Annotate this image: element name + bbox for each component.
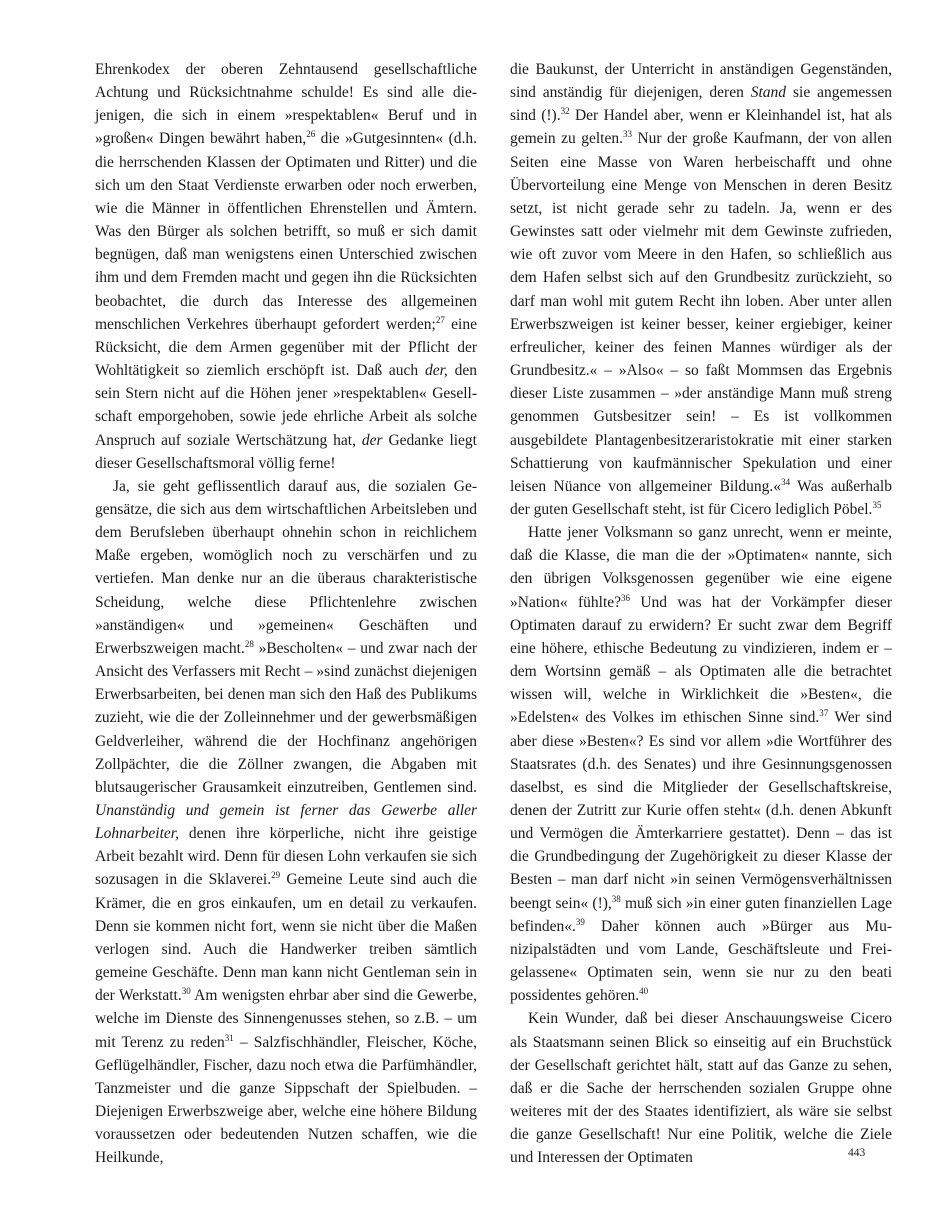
footnote-ref: 37 — [819, 708, 829, 719]
paragraph-right-2: Hatte jener Volksmann so ganz unrecht, wenn er meinte, daß die Klasse, die man die der »Optimaten« nannte, sich den übrigen Volksgenossen gegenüber wie eine eigene »Nation« fühlte?$^{36}$ Und was hat der Vorkämpfer dieser Optimaten darauf zu erwidern? Er sucht zwar dem Begriff eine höhere, ethische Bedeutung zu vindizieren, indem er – dem Wortsinn gemäß – als Optimaten alle die betrachtet wissen will, welche in Wirklichkeit die »Besten«, die »Edelsten« des Volkes im ethischen Sinne sind.$^{37}$ Wer sind aber diese »Besten«? Es sind vor allem »die Wortführer des Staatsrates (d.h. des Senates) und ihre Gesinnungsgenossen daselbst, es sind die Mitglieder der Gesellschaftskreise, denen der Zutritt zur Kurie offen steht« (d.h. denen Abkunft und Vermögen die Ämterkarriere gestattet). Denn – das ist die Grundbedingung der Zugehörigkeit zu dieser Klasse der Besten – man darf nicht »in seinen Vermögensverhältnissen beengt sein« (!),$^{38}$ muß sich »in einer guten finanziellen Lage befinden«.$^{39}$ Daher können auch »Bürger aus Munizipalstädten und vom Lande, Geschäftsleute und Freigelassene« Optimaten sein, wenn sie nur zu den beati possidentes gehören.$^{40}$ — [510, 524, 892, 1005]
footnote-ref: 34 — [781, 476, 791, 487]
paragraph-right-3: Kein Wunder, daß bei dieser Anschauungsweise Cicero als Staatsmann seinen Blick so einseitig auf ein Bruchstück der Gesellschaft gerichtet hält, statt auf das Ganze zu sehen, daß er die Sache der herrschenden sozialen Gruppe ohne weiteres mit der des Staates identifiziert, als wäre sie selbst die ganze Gesellschaft! Nur eine Politik, welche die Ziele und Interessen der Optimaten — [510, 1010, 892, 1167]
paragraph-right-1: die Baukunst, der Unterricht in anständigen Gegenständen, sind anständig für diejenigen, deren Stand sie angemessen sind (!).$^{32}$ Der Handel aber, wenn er Kleinhandel ist, hat als gemein zu gelten.$^{33}$ Nur der große Kaufmann, der von allen Seiten eine Masse von Waren herbeischafft und ohne Übervorteilung eine Menge von Menschen in deren Besitz setzt, ist nicht gerade sehr zu tadeln. Ja, wenn er des Gewinstes satt oder vielmehr mit dem Gewinste zufrieden, wie oft zuvor vom Meere in den Hafen, so schließlich aus dem Hafen selbst sich auf den Grundbesitz zurückzieht, so darf man wohl mit gutem Recht ihn loben. Aber unter allen Erwerbszweigen ist keiner besser, keiner ergiebiger, keiner erfreulicher, keiner des feinen Mannes würdiger als der Grundbesitz.« – »Also« – so faßt Mommsen das Ergebnis dieser Liste zusammen – »der anständige Mann muß streng genommen Gutsbesitzer sein! – Es ist vollkommen ausgebildete Plantagenbesitzeraristokratie mit einer starken Schattierung von kaufmännischer Spekulation und einer leisen Nüance von allgemeiner Bildung.«$^{34}$ Was außerhalb der guten Gesellschaft steht, ist für Cicero lediglich Pöbel.$^{35}$ — [510, 61, 892, 518]
page-number: 443 — [848, 1147, 866, 1159]
footnote-ref: 38 — [611, 893, 621, 904]
paragraph-left-2: Ja, sie geht geflissentlich darauf aus, die sozialen Gegensätze, die sich aus dem wirtschaftlichen Arbeitsleben und dem Berufsleben überhaupt ohnehin schon in reichlichem Maße ergeben, womöglich noch zu verschärfen und zu vertiefen. Man denke nur an die überaus charakteristische Scheidung, welche diese Pflichtenlehre zwischen »anständigen« und »gemeinen« Geschäften und Erwerbszweigen macht.$^{28}$ »Bescholten« – und zwar nach der Ansicht des Verfassers mit Recht – »sind zunächst diejenigen Erwerbsarbeiten, bei denen man sich den Haß des Publikums zuzieht, wie die der Zolleinnehmer und der gewerbsmäßigen Geldverleiher, während die der Hochfinanz angehörigen Zollpächter, die die Zöllner zwangen, die Abgaben mit blutsaugerischer Grausamkeit einzutreiben, Gentlemen sind. Unanständig und gemein ist ferner das Gewerbe aller Lohnarbeiter, denen ihre körperliche, nicht ihre geistige Arbeit bezahlt wird. Denn für diesen Lohn verkaufen sie sich sozusagen in die Sklaverei.$^{29}$ Gemeine Leute sind auch die Krämer, die en gros einkaufen, um en detail zu verkaufen. Denn sie kommen nicht fort, wenn sie nicht über die Maßen verlogen sind. Auch die Handwerker treiben sämtlich gemeine Geschäfte. Denn man kann nicht Gentleman sein in der Werkstatt.$^{30}$ Am wenigsten ehrbar aber sind die Gewerbe, welche im Dienste des Sinnengenusses stehen, so z.B. – um mit Terenz zu reden$^{31}$ – Salzfischhändler, Fleischer, Köche, Geflügelhändler, Fischer, dazu noch etwa die Parfümhändler, Tanzmeister und die ganze Sippschaft der Spielbuden. – Diejenigen Erwerbszweige aber, welche eine höhere Bildung voraussetzen oder bedeutenden Nutzen schaffen, wie die Heilkunde, — [95, 477, 477, 1167]
paragraph-left-1: Ehrenkodex der oberen Zehntausend gesellschaftliche Achtung und Rücksichtnahme schulde! Es sind alle diejenigen, die sich in einem »respektablen« Beruf und in »großen« Dingen bewährt haben,$^{26}$ die »Gutgesinnten« (d.h. die herrschenden Klassen der Optimaten und Ritter) und die sich um den Staat Verdienste erwarben oder noch erwerben, wie die Männer in öffentlichen Ehrenstellen und Ämtern. Was den Bürger als solchen betrifft, so muß er sich damit begnügen, daß man wenigstens einen Unterschied zwischen ihm und dem Fremden macht und gegen ihn die Rücksichten beobachtet, die durch das Interesse des allgemeinen menschlichen Verkehres überhaupt gefordert werden;$^{27}$ eine Rücksicht, die dem Armen gegenüber mit der Pflicht der Wohltätigkeit so ziemlich erschöpft ist. Daß auch der, den sein Stern nicht auf die Höhen jener »respektablen« Gesellschaft emporgehoben, sowie jede ehrliche Arbeit als solche Anspruch auf soziale Wertschätzung hat, der Gedanke liegt dieser Gesellschaftsmoral völlig ferne! — [95, 61, 477, 472]
footnote-ref: 29 — [271, 870, 281, 881]
footnote-ref: 33 — [622, 129, 632, 140]
footnote-ref: 40 — [639, 986, 649, 997]
footnote-ref: 26 — [306, 129, 316, 140]
footnote-ref: 39 — [575, 916, 585, 927]
footnote-ref: 30 — [181, 986, 191, 997]
footnote-ref: 27 — [435, 314, 445, 325]
right-column — [510, 58, 892, 1170]
footnote-ref: 35 — [872, 499, 882, 510]
left-column — [95, 58, 477, 1170]
footnote-ref: 31 — [224, 1032, 234, 1043]
footnote-ref: 28 — [244, 638, 254, 649]
footnote-ref: 36 — [621, 592, 631, 603]
footnote-ref: 32 — [560, 106, 570, 117]
